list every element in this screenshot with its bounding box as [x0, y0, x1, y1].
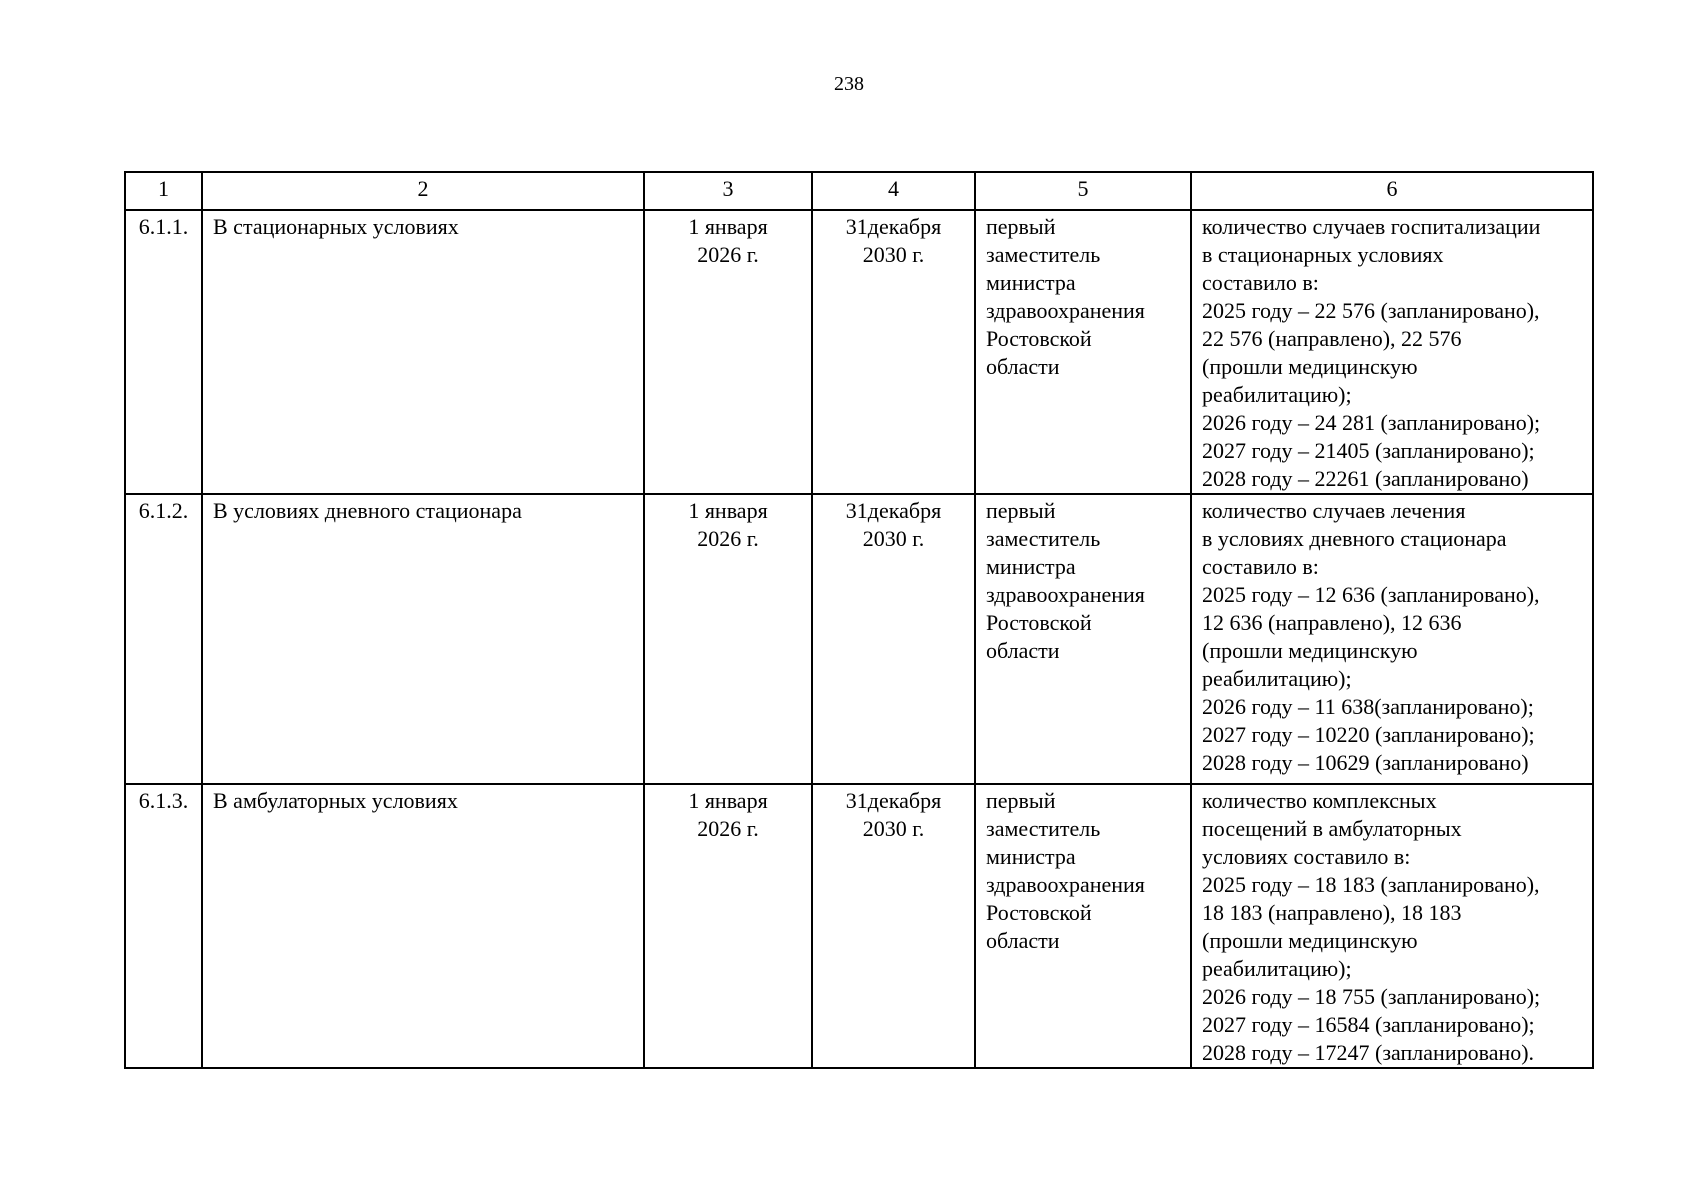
- column-header-3: 3: [644, 172, 812, 210]
- result-line: в условиях дневного стационара: [1202, 526, 1507, 551]
- end-date-line: 31декабря: [845, 214, 942, 239]
- start-date-line: 2026 г.: [697, 526, 759, 551]
- responsible-line: первый: [986, 214, 1056, 239]
- responsible-line: здравоохранения: [986, 582, 1145, 607]
- responsible-line: Ростовской: [986, 326, 1092, 351]
- result-line: 2028 году – 17247 (запланировано).: [1202, 1040, 1535, 1065]
- responsible-line: здравоохранения: [986, 298, 1145, 323]
- result-line: реабилитацию);: [1202, 382, 1352, 407]
- result-line: 2026 году – 11 638(запланировано);: [1202, 694, 1534, 719]
- result-line: (прошли медицинскую: [1202, 354, 1418, 379]
- responsible-line: министра: [986, 844, 1076, 869]
- start-date: [644, 494, 812, 784]
- result-line: 2027 году – 21405 (запланировано);: [1202, 438, 1535, 463]
- item-name: В стационарных условиях: [202, 210, 644, 494]
- responsible-line: области: [986, 638, 1060, 663]
- result-line: 18 183 (направлено), 18 183: [1202, 900, 1462, 925]
- result-line: 2027 году – 10220 (запланировано);: [1202, 722, 1535, 747]
- end-date-line: 31декабря: [845, 788, 942, 813]
- result-line: 12 636 (направлено), 12 636: [1202, 610, 1462, 635]
- start-date-line: 1 января: [688, 498, 768, 523]
- measures-table: [124, 171, 1594, 1069]
- result-line: 2028 году – 10629 (запланировано): [1202, 750, 1529, 775]
- result-line: (прошли медицинскую: [1202, 928, 1418, 953]
- end-date: [812, 494, 975, 784]
- responsible-line: первый: [986, 498, 1056, 523]
- end-date: [812, 210, 975, 494]
- responsible-line: области: [986, 928, 1060, 953]
- start-date: [644, 210, 812, 494]
- column-header-6: 6: [1191, 172, 1593, 210]
- result-line: 2028 году – 22261 (запланировано): [1202, 466, 1529, 491]
- responsible-line: Ростовской: [986, 900, 1092, 925]
- result-line: условиях составило в:: [1202, 844, 1411, 869]
- responsible: [975, 494, 1191, 784]
- result-line: 22 576 (направлено), 22 576: [1202, 326, 1462, 351]
- result-line: 2026 году – 24 281 (запланировано);: [1202, 410, 1541, 435]
- responsible-line: области: [986, 354, 1060, 379]
- expected-result: [1191, 494, 1593, 784]
- column-header-5: 5: [975, 172, 1191, 210]
- result-line: 2026 году – 18 755 (запланировано);: [1202, 984, 1541, 1009]
- responsible-line: первый: [986, 788, 1056, 813]
- start-date: [644, 784, 812, 1068]
- responsible: [975, 210, 1191, 494]
- responsible-line: министра: [986, 554, 1076, 579]
- expected-result: [1191, 210, 1593, 494]
- column-header-2: 2: [202, 172, 644, 210]
- responsible-line: здравоохранения: [986, 872, 1145, 897]
- end-date-line: 2030 г.: [862, 526, 925, 551]
- item-name: В амбулаторных условиях: [202, 784, 644, 1068]
- responsible-line: Ростовской: [986, 610, 1092, 635]
- result-line: посещений в амбулаторных: [1202, 816, 1462, 841]
- table-row: [125, 494, 1593, 784]
- result-line: (прошли медицинскую: [1202, 638, 1418, 663]
- table-row: [125, 210, 1593, 494]
- responsible: [975, 784, 1191, 1068]
- column-header-1: 1: [125, 172, 202, 210]
- result-line: количество случаев госпитализации: [1202, 214, 1541, 239]
- item-name: В условиях дневного стационара: [202, 494, 644, 784]
- responsible-line: заместитель: [986, 526, 1101, 551]
- result-line: количество комплексных: [1202, 788, 1437, 813]
- start-date-line: 1 января: [688, 788, 768, 813]
- result-line: составило в:: [1202, 554, 1319, 579]
- start-date-line: 2026 г.: [697, 242, 759, 267]
- start-date-line: 1 января: [688, 214, 768, 239]
- responsible-line: заместитель: [986, 242, 1101, 267]
- result-line: 2025 году – 22 576 (запланировано),: [1202, 298, 1540, 323]
- table-row: [125, 784, 1593, 1068]
- responsible-line: министра: [986, 270, 1076, 295]
- header-row: [125, 172, 1593, 210]
- end-date-line: 2030 г.: [862, 242, 925, 267]
- page-number: 238: [834, 73, 864, 95]
- column-header-4: 4: [812, 172, 975, 210]
- result-line: 2025 году – 18 183 (запланировано),: [1202, 872, 1540, 897]
- item-number: 6.1.2.: [125, 494, 202, 784]
- start-date-line: 2026 г.: [697, 816, 759, 841]
- result-line: в стационарных условиях: [1202, 242, 1444, 267]
- result-line: реабилитацию);: [1202, 666, 1352, 691]
- end-date: [812, 784, 975, 1068]
- expected-result: [1191, 784, 1593, 1068]
- item-number: 6.1.1.: [125, 210, 202, 494]
- result-line: 2027 году – 16584 (запланировано);: [1202, 1012, 1535, 1037]
- item-number: 6.1.3.: [125, 784, 202, 1068]
- end-date-line: 31декабря: [845, 498, 942, 523]
- result-line: 2025 году – 12 636 (запланировано),: [1202, 582, 1540, 607]
- end-date-line: 2030 г.: [862, 816, 925, 841]
- responsible-line: заместитель: [986, 816, 1101, 841]
- result-line: реабилитацию);: [1202, 956, 1352, 981]
- result-line: количество случаев лечения: [1202, 498, 1466, 523]
- result-line: составило в:: [1202, 270, 1319, 295]
